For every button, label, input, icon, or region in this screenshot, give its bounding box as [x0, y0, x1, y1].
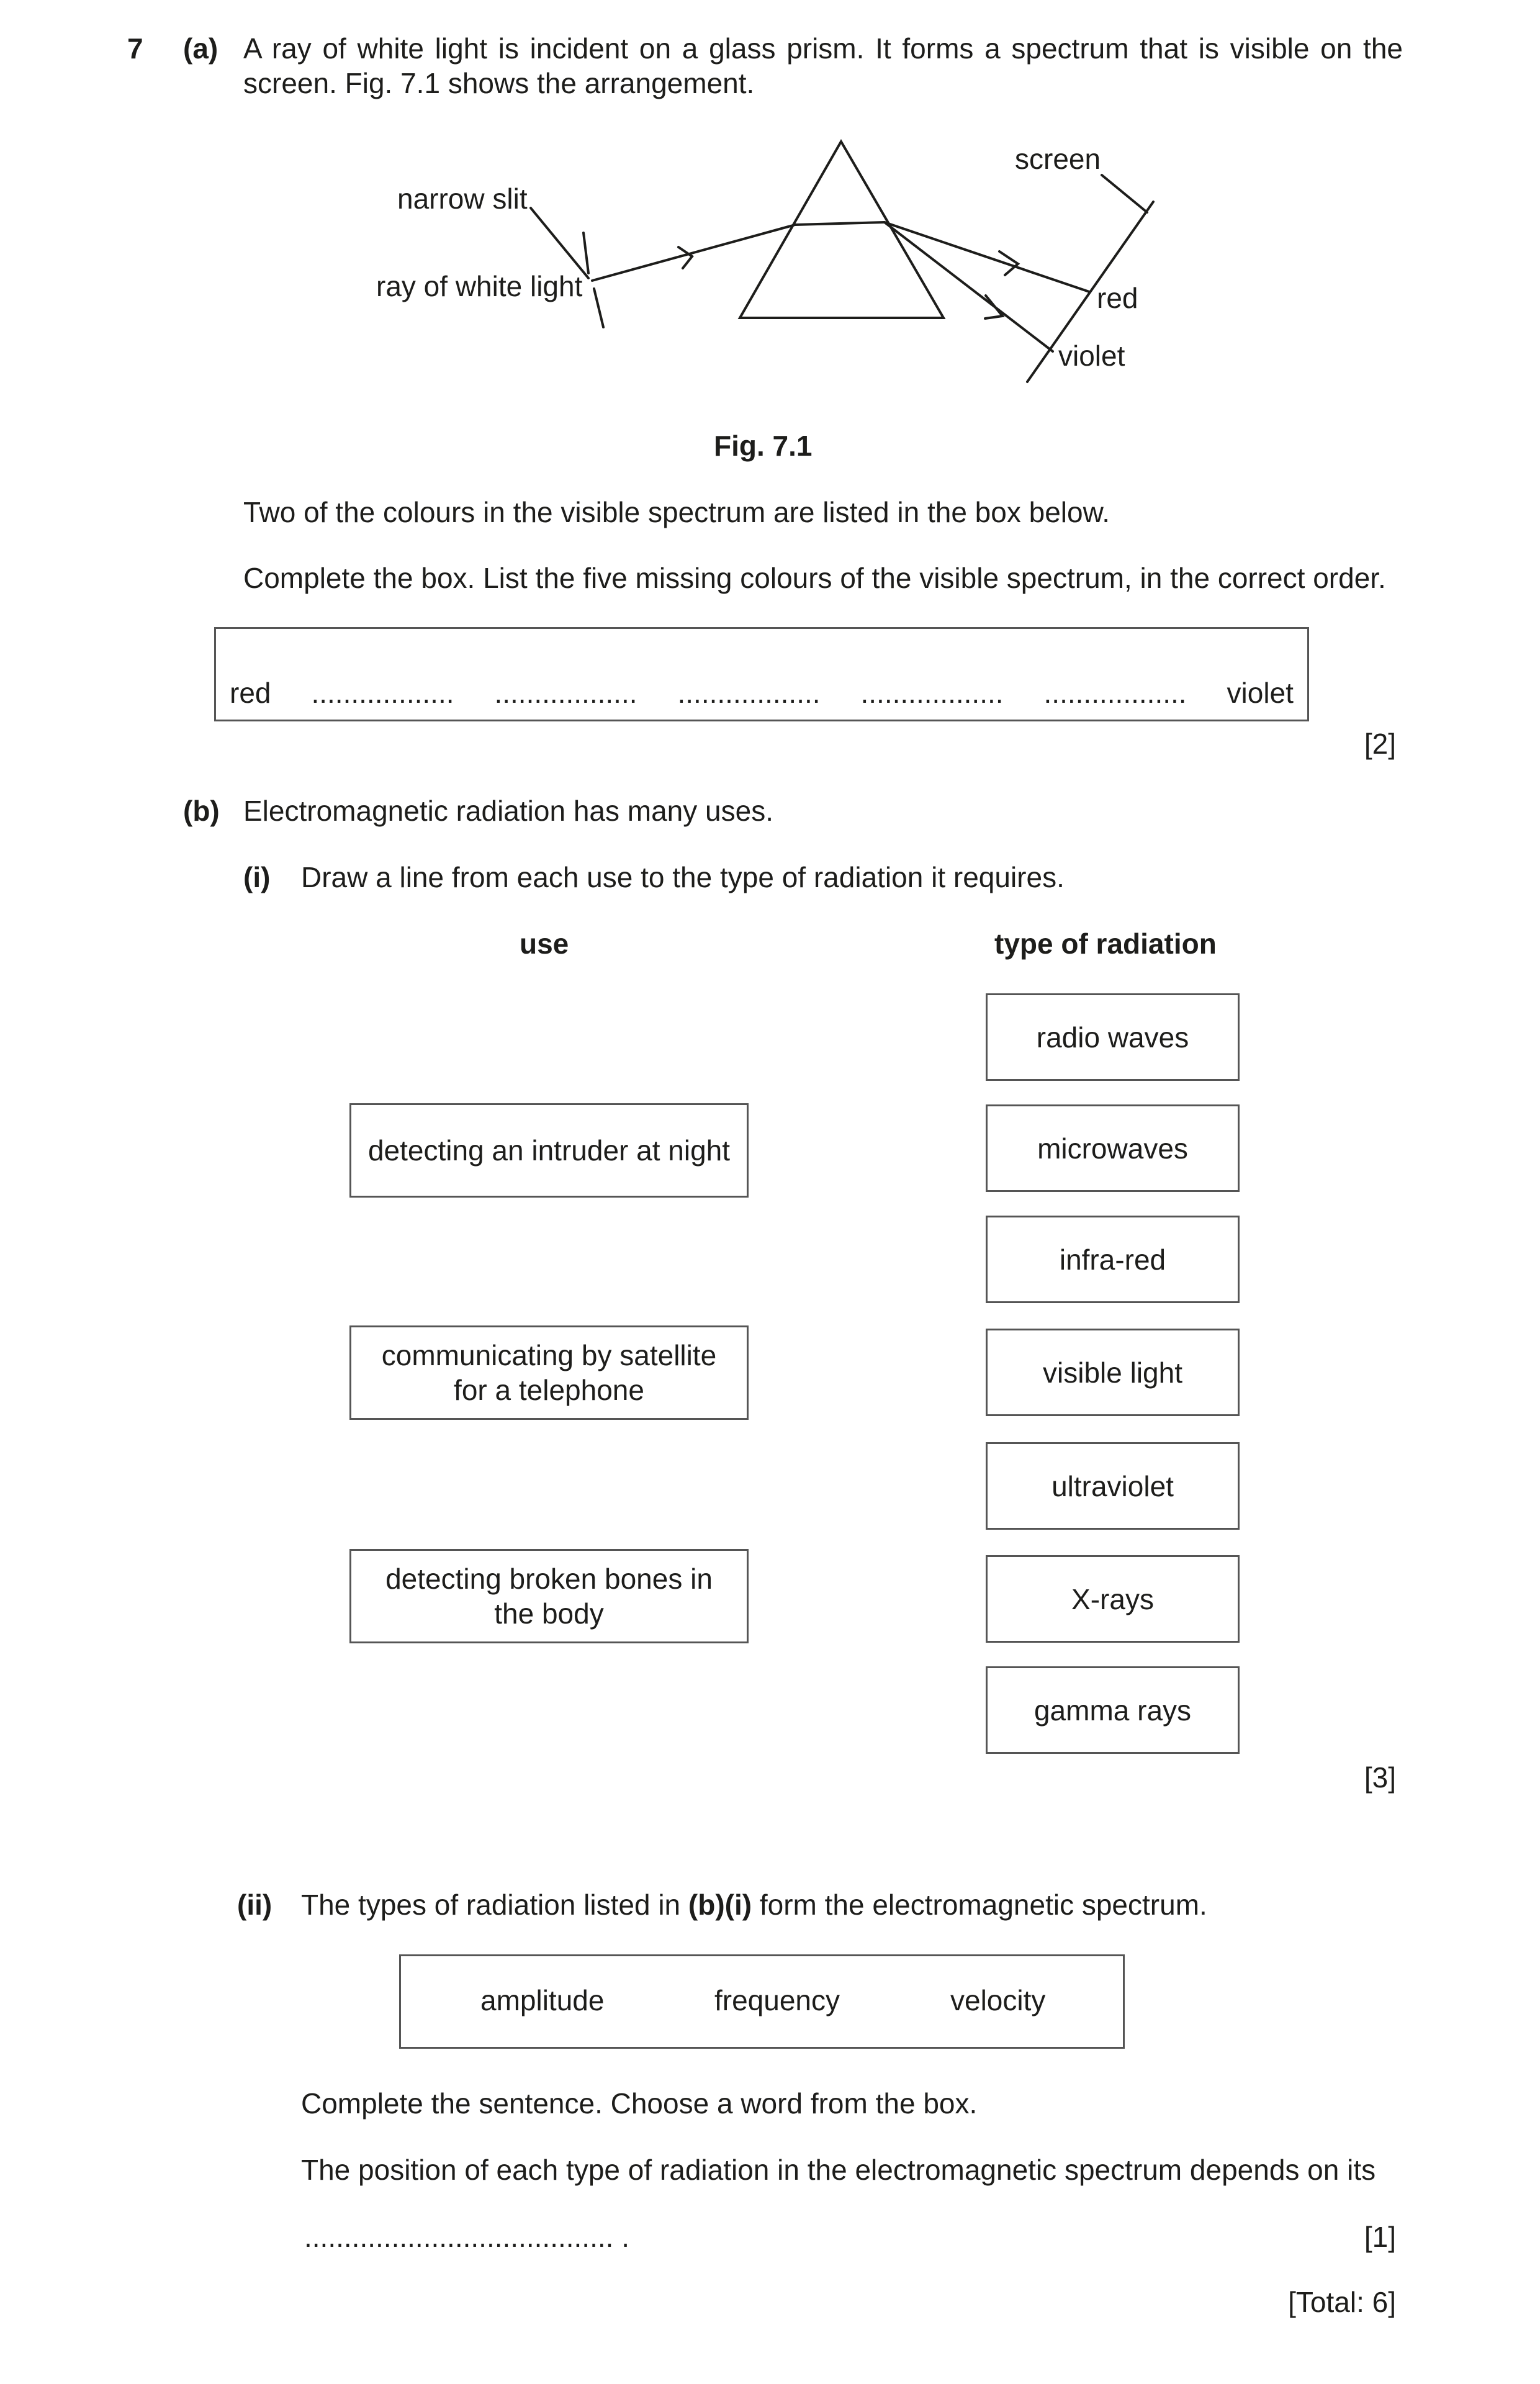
use-text-line: detecting an intruder at night [367, 1134, 731, 1167]
red-ray [885, 222, 1089, 292]
part-b-label: (b) [183, 795, 220, 827]
radiation-box-microwaves[interactable] [986, 1104, 1240, 1192]
spectrum-blank-2[interactable]: .................. [494, 677, 637, 709]
part-a-label: (a) [183, 32, 218, 65]
screen-label: screen [1015, 143, 1101, 175]
use-box-satellite[interactable] [349, 1325, 749, 1420]
use-text-line: the body [494, 1597, 604, 1630]
radiation-label: visible light [1043, 1356, 1182, 1389]
part-b-ii-text-ref: (b)(i) [688, 1889, 752, 1921]
use-text-line: detecting broken bones in [385, 1563, 713, 1595]
violet-ray-arrow [985, 296, 1002, 318]
spectrum-box [214, 627, 1309, 721]
spectrum-blank-1[interactable]: .................. [311, 677, 454, 709]
spectrum-blank-5[interactable]: .................. [1043, 677, 1187, 709]
radiation-label: infra-red [1059, 1243, 1166, 1276]
radiation-header: type of radiation [994, 928, 1217, 960]
word-option-amplitude: amplitude [480, 1984, 605, 2016]
use-box-broken-bones[interactable] [349, 1549, 749, 1643]
violet-ray [885, 222, 1053, 351]
use-box-intruder[interactable] [349, 1103, 749, 1198]
glass-prism [740, 142, 943, 318]
violet-label: violet [1058, 340, 1125, 372]
red-label: red [1097, 282, 1138, 314]
part-b-ii-marks: [1] [1364, 2221, 1396, 2253]
answer-line[interactable]: ....................................... . [304, 2221, 629, 2253]
incident-ray-arrow [678, 247, 692, 268]
part-b-ii-text [301, 1887, 1207, 1922]
spectrum-row [230, 675, 1294, 710]
spectrum-blank-3[interactable]: .................. [677, 677, 821, 709]
narrow-slit-upper [583, 233, 588, 273]
radiation-label: gamma rays [1033, 1694, 1192, 1727]
word-box [399, 1954, 1125, 2049]
part-b-ii-instruction: Complete the sentence. Choose a word from the box. [301, 2087, 978, 2120]
part-b-intro: Electromagnetic radiation has many uses. [243, 795, 773, 827]
part-a-intro: A ray of white light is incident on a glass prism. It forms a spectrum that is visible on the screen. Fig. 7.1 shows the arrangement. [243, 32, 1403, 99]
narrow-slit-lower [594, 289, 603, 327]
refracted-ray-in-prism [795, 222, 885, 225]
use-text-line: for a telephone [454, 1374, 644, 1406]
part-a-text-1: Two of the colours in the visible spectrum are listed in the box below. [243, 496, 1110, 528]
radiation-box-infra-red[interactable] [986, 1216, 1240, 1303]
part-a-text-2: Complete the box. List the five missing colours of the visible spectrum, in the correct order. [243, 562, 1386, 594]
radiation-box-gamma-rays[interactable] [986, 1666, 1240, 1754]
question-number: 7 [127, 32, 143, 65]
prism-diagram [0, 0, 1540, 435]
narrow-slit-pointer [531, 208, 588, 278]
part-b-i-marks: [3] [1364, 1761, 1396, 1794]
spectrum-last-colour: violet [1227, 677, 1294, 709]
part-b-ii-sentence: The position of each type of radiation in the electromagnetic spectrum depends on its [301, 2154, 1376, 2186]
spectrum-blank-4[interactable]: .................. [860, 677, 1004, 709]
figure-caption: Fig. 7.1 [714, 430, 813, 462]
radiation-label: X-rays [1071, 1583, 1154, 1615]
word-option-velocity: velocity [950, 1984, 1046, 2016]
radiation-box-x-rays[interactable] [986, 1555, 1240, 1643]
radiation-box-ultraviolet[interactable] [986, 1442, 1240, 1530]
radiation-label: radio waves [1036, 1021, 1189, 1054]
spectrum-first-colour: red [230, 677, 271, 709]
radiation-label: microwaves [1037, 1132, 1188, 1165]
part-b-ii-label: (ii) [237, 1889, 272, 1921]
part-b-ii-text-before: The types of radiation listed in [301, 1889, 688, 1921]
radiation-box-visible-light[interactable] [986, 1329, 1240, 1416]
narrow-slit-label: narrow slit [397, 183, 528, 215]
use-header: use [520, 928, 569, 960]
word-option-frequency: frequency [714, 1984, 840, 2016]
part-b-i-label: (i) [243, 861, 271, 893]
ray-label: ray of white light [376, 270, 583, 302]
total-marks: [Total: 6] [1288, 2286, 1396, 2318]
radiation-box-radio-waves[interactable] [986, 993, 1240, 1081]
part-b-ii-text-after: form the electromagnetic spectrum. [752, 1889, 1207, 1921]
radiation-label: ultraviolet [1051, 1470, 1174, 1502]
use-text-line: communicating by satellite [381, 1339, 717, 1371]
part-a-marks: [2] [1364, 728, 1396, 760]
part-b-i-instruction: Draw a line from each use to the type of radiation it requires. [301, 861, 1065, 893]
screen-pointer [1102, 175, 1147, 212]
